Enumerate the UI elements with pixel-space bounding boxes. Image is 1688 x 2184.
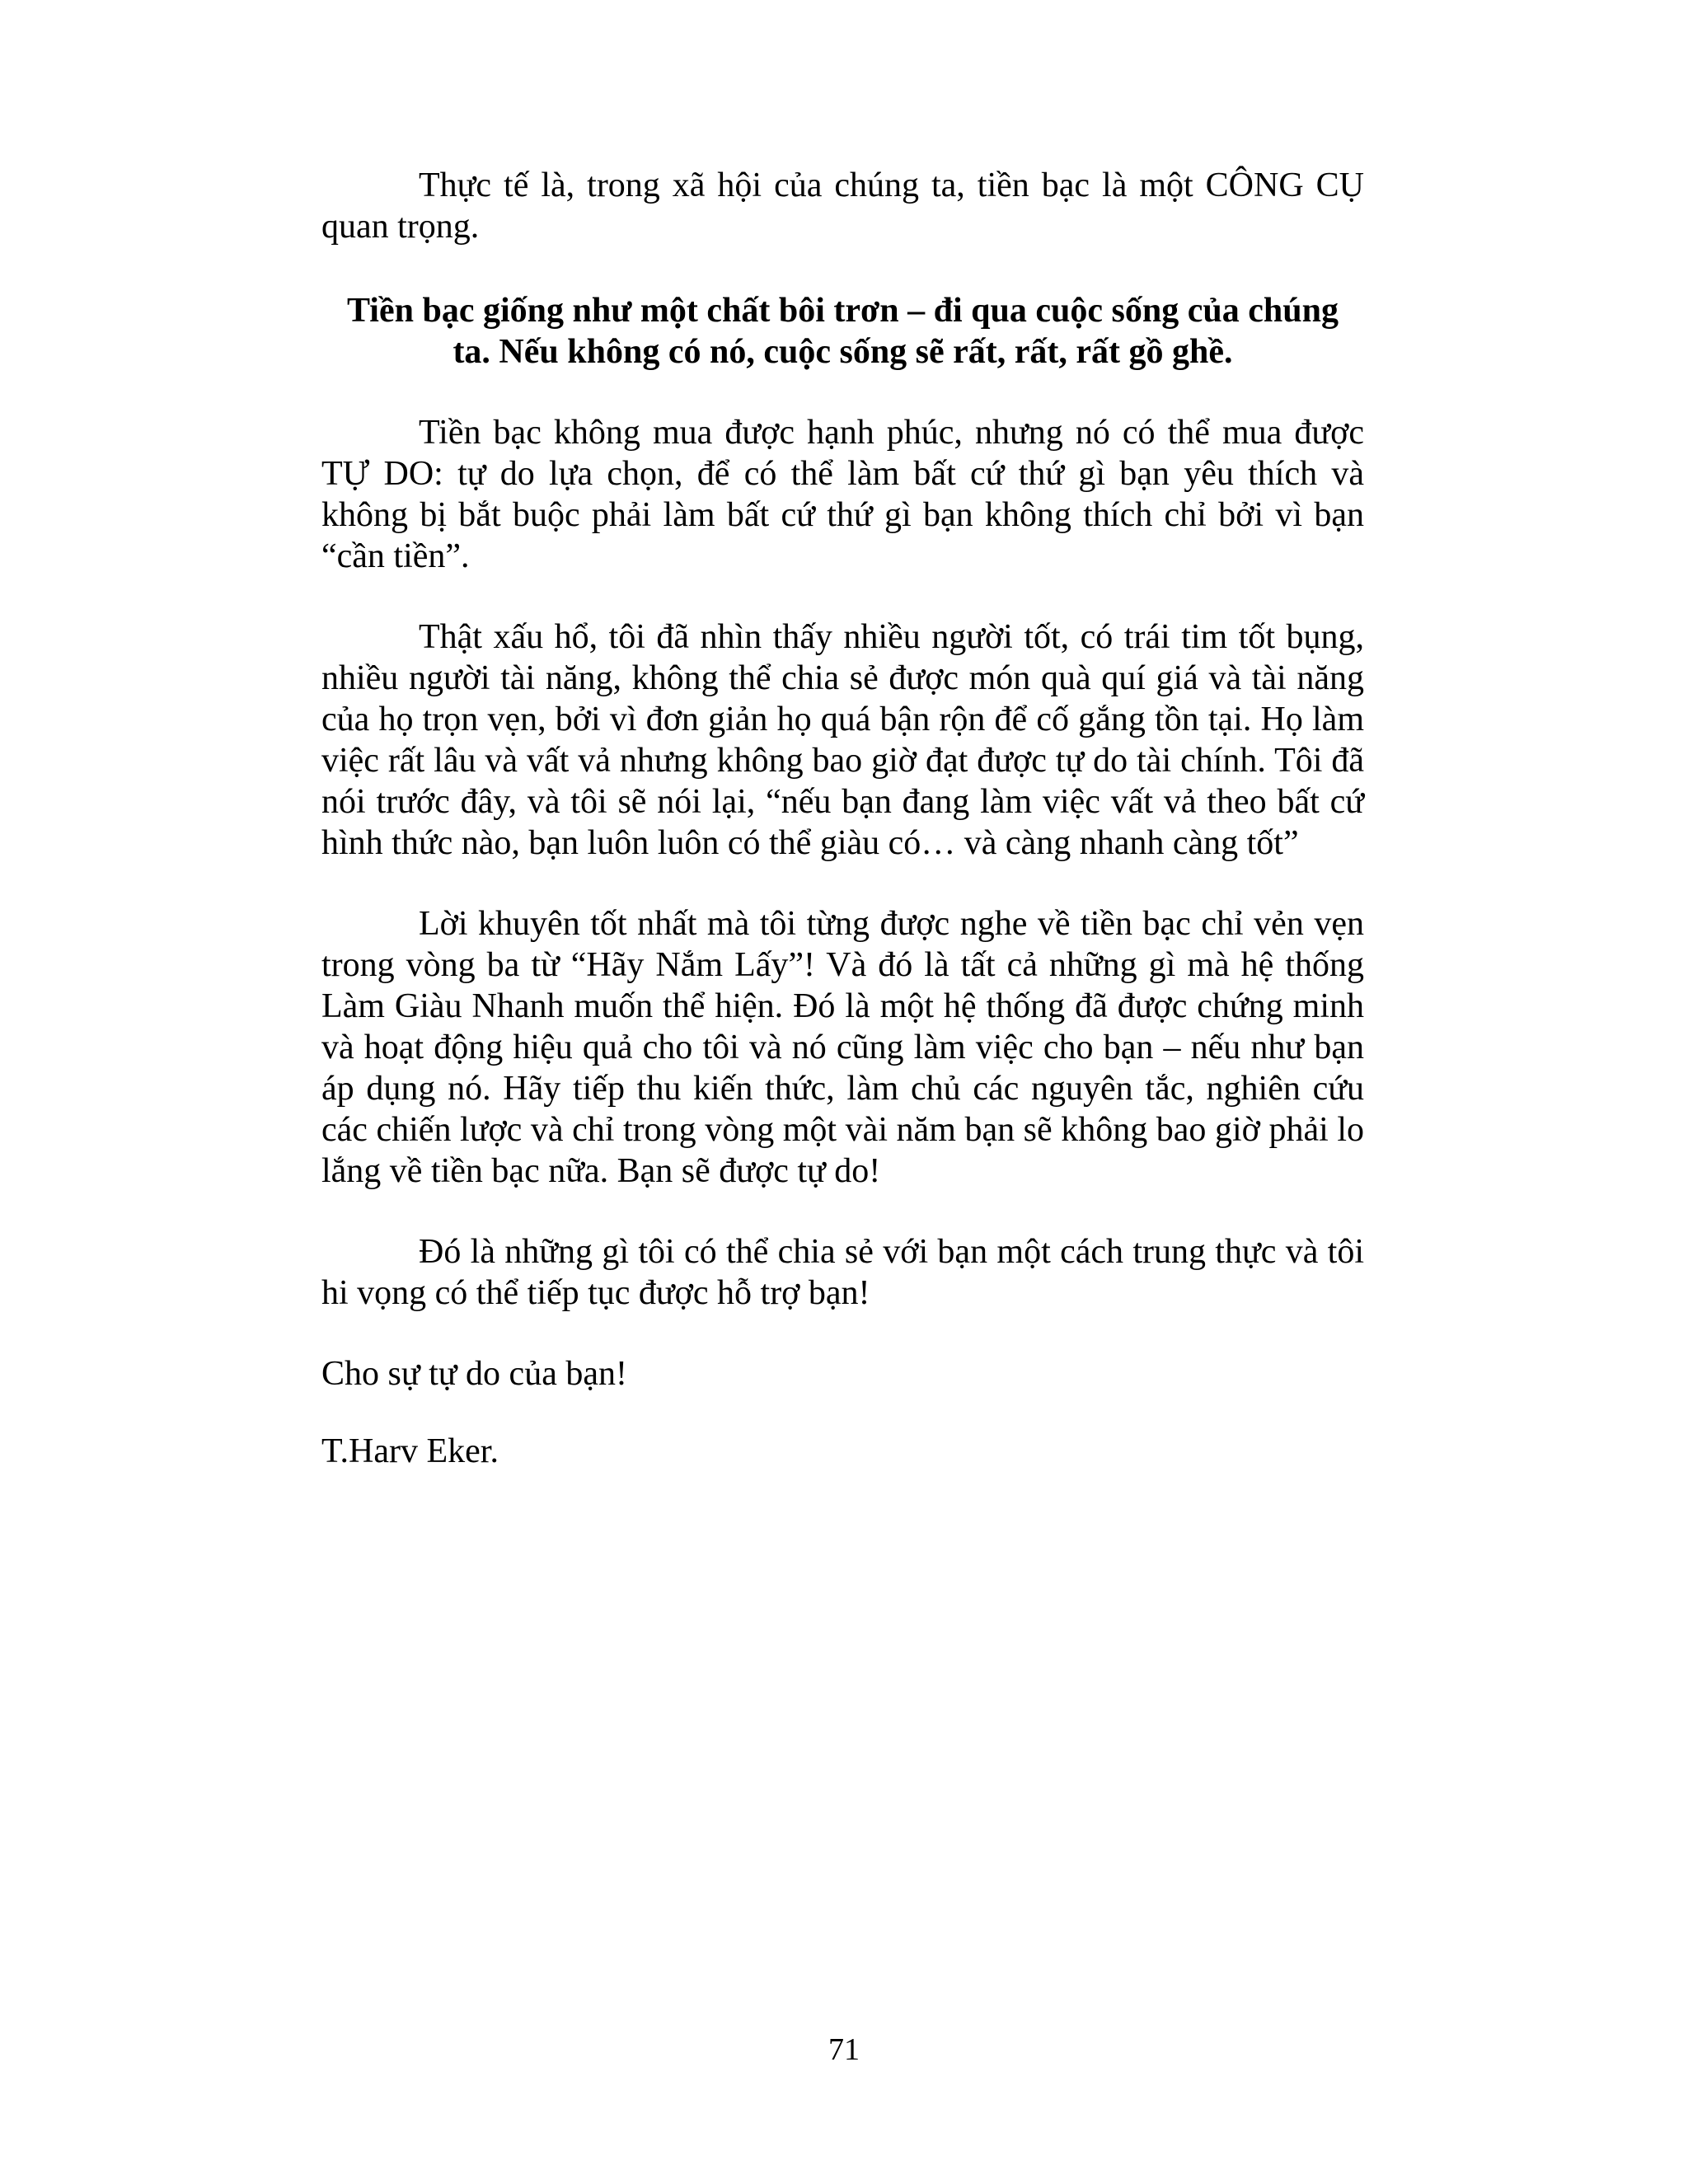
- page-number: 71: [828, 2032, 860, 2067]
- paragraph-freedom: Tiền bạc không mua được hạnh phúc, nhưng nó có thể mua được TỰ DO: tự do lựa chọn, để có thể làm bất cứ thứ gì bạn yêu thích và không bị bắt buộc phải làm bất cứ thứ gì bạn không thích chỉ bởi vì bạn “cần tiền”.: [321, 414, 1364, 575]
- page-body: [321, 165, 1364, 1508]
- closing-line: Cho sự tự do của bạn!: [321, 1355, 627, 1393]
- paragraph-sharing: Đó là những gì tôi có thể chia sẻ với bạn một cách trung thực và tôi hi vọng có thể tiếp tục được hỗ trợ bạn!: [321, 1233, 1364, 1312]
- bold-quote: [321, 290, 1364, 373]
- paragraph-money-tool: Thực tế là, trong xã hội của chúng ta, tiền bạc là một CÔNG CỤ quan trọng.: [321, 166, 1364, 246]
- paragraph-good-people: Thật xấu hổ, tôi đã nhìn thấy nhiều người tốt, có trái tim tốt bụng, nhiều người tài năng, không thể chia sẻ được món quà quí giá và tài năng của họ trọn vẹn, bởi vì đơn giản họ quá bận rộn để cố gắng tồn tại. Họ làm việc rất lâu và vất vả nhưng không bao giờ đạt được tự do tài chính. Tôi đã nói trước đây, và tôi sẽ nói lại, “nếu bạn đang làm việc vất vả theo bất cứ hình thức nào, bạn luôn luôn có thể giàu có… và càng nhanh càng tốt”: [321, 618, 1364, 862]
- paragraph-best-advice: Lời khuyên tốt nhất mà tôi từng được nghe về tiền bạc chỉ vẻn vẹn trong vòng ba từ “Hãy Nắm Lấy”! Và đó là tất cả những gì mà hệ thống Làm Giàu Nhanh muốn thể hiện. Đó là một hệ thống đã được chứng minh và hoạt động hiệu quả cho tôi và nó cũng làm việc cho bạn – nếu như bạn áp dụng nó. Hãy tiếp thu kiến thức, làm chủ các nguyên tắc, nghiên cứu các chiến lược và chỉ trong vòng một vài năm bạn sẽ không bao giờ phải lo lắng về tiền bạc nữa. Bạn sẽ được tự do!: [321, 905, 1364, 1190]
- bold-quote-line-1: Tiền bạc giống như một chất bôi trơn – đi qua cuộc sống của chúng: [347, 292, 1339, 330]
- bold-quote-line-2: ta. Nếu không có nó, cuộc sống sẽ rất, rất, rất gồ ghề.: [452, 333, 1233, 371]
- signature: T.Harv Eker.: [321, 1432, 499, 1470]
